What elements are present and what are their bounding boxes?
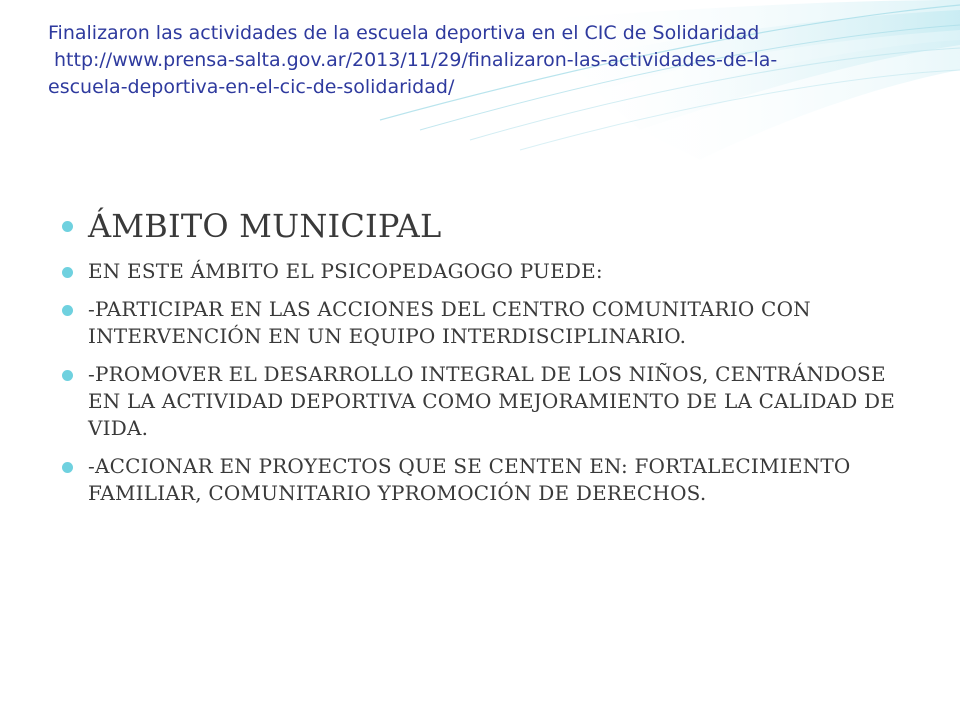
bullet-text: -PARTICIPAR EN LAS ACCIONES DEL CENTRO COMUNITARIO CON INTERVENCIÓN EN UN EQUIPO INTERDISCIPLINARIO.	[88, 297, 811, 348]
article-url-line1[interactable]: http://www.prensa-salta.gov.ar/2013/11/29/finalizaron-las-actividades-de-la-	[54, 49, 778, 71]
bullet-dot-icon	[62, 267, 73, 278]
article-url-line2[interactable]: escuela-deportiva-en-el-cic-de-solidaridad/	[48, 76, 455, 98]
list-item	[62, 258, 922, 285]
bullet-text: EN ESTE ÁMBITO EL PSICOPEDAGOGO PUEDE:	[88, 259, 603, 283]
list-item	[62, 296, 922, 350]
bullet-dot-icon	[62, 221, 73, 232]
list-item-heading	[62, 204, 922, 248]
bullet-dot-icon	[62, 462, 73, 473]
bullet-text: -ACCIONAR EN PROYECTOS QUE SE CENTEN EN: FORTALECIMIENTO FAMILIAR, COMUNITARIO YPROMOCIÓN DE DERECHOS.	[88, 454, 851, 505]
slide-header	[48, 20, 928, 101]
bullet-text: -PROMOVER EL DESARROLLO INTEGRAL DE LOS NIÑOS, CENTRÁNDOSE EN LA ACTIVIDAD DEPORTIVA COMO MEJORAMIENTO DE LA CALIDAD DE VIDA.	[88, 362, 896, 440]
list-item	[62, 453, 922, 507]
list-item	[62, 361, 922, 442]
article-title: Finalizaron las actividades de la escuela deportiva en el CIC de Solidaridad	[48, 22, 760, 44]
bullet-text: ÁMBITO MUNICIPAL	[88, 207, 442, 245]
bullet-dot-icon	[62, 305, 73, 316]
bullet-list	[62, 204, 922, 518]
article-link[interactable]	[48, 47, 928, 74]
bullet-dot-icon	[62, 370, 73, 381]
